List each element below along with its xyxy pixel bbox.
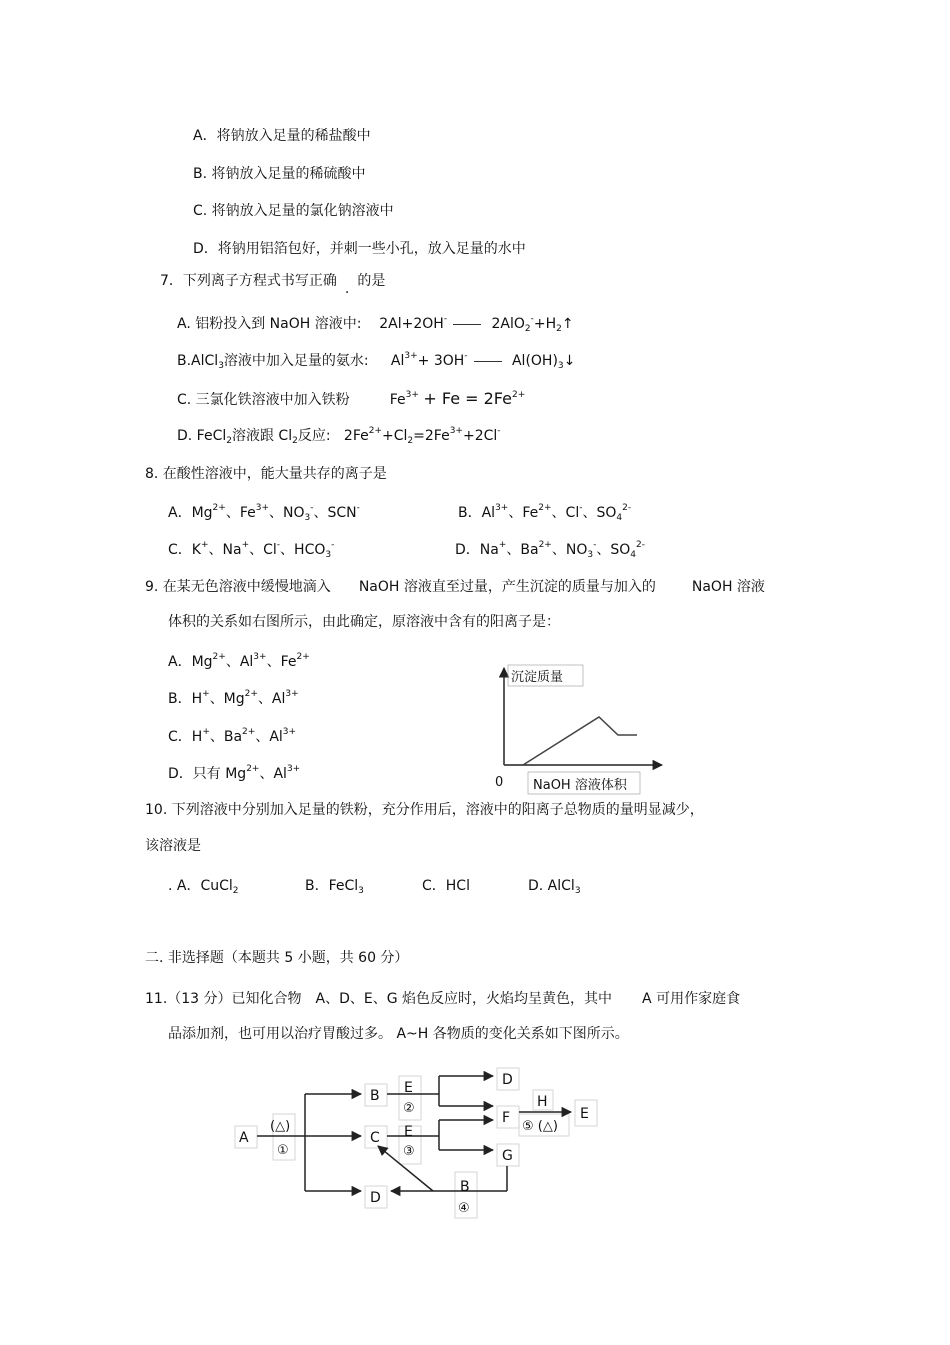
q9-option-a: A．$Mg^{2+}$、$Al^{3+}$、$Fe^{2+}$ (168, 652, 310, 670)
node-e: E (580, 1106, 589, 1122)
label-heat-1: (△) (270, 1119, 291, 1134)
precipitate-chart (490, 660, 670, 800)
node-g: G (502, 1148, 513, 1164)
origin-label: 0 (495, 775, 504, 790)
q8-option-a: A．$Mg^{2+}$、$Fe^{3+}$、$NO_3^-$、SCN- (168, 503, 360, 523)
label-step-3: ③ (403, 1144, 415, 1159)
q10-option-d: D. AlCl$_3$ (528, 878, 581, 896)
label-step-1: ① (277, 1143, 289, 1158)
reagent-e-1: E (404, 1080, 413, 1096)
q7-option-b: B.AlCl$_3$溶液中加入足量的氨水: $Al^{3+}+ 3OH^-$ $Al(OH)_3↓$ (177, 351, 576, 371)
reagent-b-bottom: B (460, 1179, 470, 1195)
q10-option-b: B．FeCl$_3$ (305, 878, 364, 896)
reagent-e-2: E (404, 1124, 413, 1140)
q9-line1: 9. 在某无色溶液中缓慢地滴入 NaOH 溶液直至过量，产生沉淀的质量与加入的 NaOH 溶液 (145, 579, 765, 595)
node-d-top: D (502, 1072, 513, 1088)
q8-option-c: C．K+、Na+、Cl-、$HCO_3^-$ (168, 540, 335, 560)
q10-option-a: . A．CuCl$_2$ (168, 878, 239, 896)
q11-line2: 品添加剂，也可用以治疗胃酸过多。 A~H 各物质的变化关系如下图所示。 (168, 1026, 629, 1042)
q6-option-d: D．将钠用铝箔包好，并刺一些小孔，放入足量的水中 (193, 241, 526, 257)
label-step-2: ② (403, 1101, 415, 1116)
reaction-flow-diagram (225, 1060, 625, 1220)
q6-option-a: A．将钠放入足量的稀盐酸中 (193, 128, 371, 144)
q10-option-c: C．HCl (422, 878, 470, 894)
node-f: F (502, 1110, 511, 1126)
q7-option-a: A. 铝粉投入到 NaOH 溶液中: 2Al+2OH- $2AlO_2^-+H_2↑$ (177, 314, 574, 334)
reagent-h: H (537, 1094, 548, 1110)
q8-option-d: D．Na+、$Ba^{2+}$、$NO_3^-$、$SO_4^{2-}$ (455, 540, 645, 560)
node-a: A (239, 1130, 249, 1146)
q9-line2: 体积的关系如右图所示，由此确定，原溶液中含有的阳离子是： (168, 614, 560, 630)
q10-line1: 10. 下列溶液中分别加入足量的铁粉，充分作用后，溶液中的阳离子总物质的量明显减少， (145, 802, 704, 818)
label-step-4: ④ (458, 1201, 470, 1216)
q6-option-b: B. 将钠放入足量的稀硫酸中 (193, 166, 366, 182)
node-b-top: B (370, 1088, 380, 1104)
q7-stem: 7．下列离子方程式书写正确 . 的是 (160, 273, 386, 297)
section-heading: 二. 非选择题（本题共 5 小题，共 60 分） (145, 950, 409, 966)
q8-option-b: B．$Al^{3+}$、$Fe^{2+}$、Cl-、$SO_4^{2-}$ (458, 503, 632, 523)
node-c: C (370, 1130, 380, 1146)
q9-option-d: D．只有 $Mg^{2+}$、$Al^{3+}$ (168, 764, 301, 782)
q9-option-c: C．H+、$Ba^{2+}$、$Al^{3+}$ (168, 727, 297, 745)
x-axis-label: NaOH 溶液体积 (533, 778, 627, 793)
q8-stem: 8. 在酸性溶液中，能大量共存的离子是 (145, 466, 387, 482)
q7-option-c: C. 三氯化铁溶液中加入铁粉 $Fe^{3+} + Fe = 2Fe^{2+}$ (177, 389, 526, 408)
q6-option-c: C. 将钠放入足量的氯化钠溶液中 (193, 203, 394, 219)
q9-option-b: B．H+、$Mg^{2+}$、$Al^{3+}$ (168, 689, 299, 707)
q11-line1: 11.（13 分）已知化合物 A、D、E、G 焰色反应时，火焰均呈黄色，其中 A 可用作家庭食 (145, 991, 741, 1007)
y-axis-label: 沉淀质量 (511, 670, 564, 685)
q7-option-d: D. FeCl$_2$溶液跟 $Cl_2$反应: $2Fe^{2+}+Cl_2=2Fe^{3+}+2Cl^-$ (177, 426, 501, 446)
precipitate-curve (504, 717, 637, 765)
label-heat-5: ⑤ (△) (522, 1119, 558, 1134)
q10-line2: 该溶液是 (145, 838, 201, 854)
node-d-bottom: D (370, 1190, 381, 1206)
